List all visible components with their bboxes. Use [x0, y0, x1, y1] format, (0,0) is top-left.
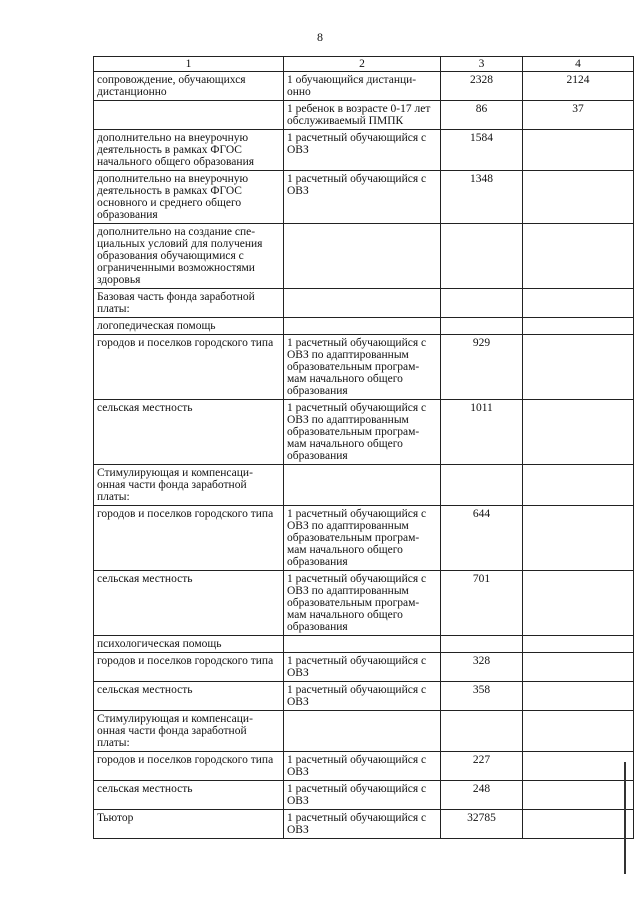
table-cell-col1: сельская местность — [94, 682, 284, 711]
table-row — [94, 571, 634, 636]
table-cell-col2 — [284, 224, 441, 289]
table-cell-col1: Базовая часть фонда заработной платы: — [94, 289, 284, 318]
table-row — [94, 711, 634, 752]
table-cell-col3: 1584 — [441, 130, 523, 171]
table-row — [94, 72, 634, 101]
table-cell-col4 — [523, 682, 634, 711]
table-cell-col2: 1 расчетный обучающийся с ОВЗ по адаптированным образовательным програм-мам начального общего образования — [284, 335, 441, 400]
table-cell-col4 — [523, 318, 634, 335]
table-cell-col3: 248 — [441, 781, 523, 810]
table-row — [94, 318, 634, 335]
table-cell-col3: 32785 — [441, 810, 523, 839]
table-cell-col2: 1 расчетный обучающийся с ОВЗ — [284, 171, 441, 224]
table-cell-col2 — [284, 318, 441, 335]
table-cell-col2: 1 расчетный обучающийся с ОВЗ — [284, 810, 441, 839]
table-row — [94, 810, 634, 839]
table-cell-col1: логопедическая помощь — [94, 318, 284, 335]
table-cell-col3: 1011 — [441, 400, 523, 465]
table-cell-col4 — [523, 810, 634, 839]
data-table — [93, 56, 634, 839]
table-cell-col3: 328 — [441, 653, 523, 682]
table-cell-col1: городов и поселков городского типа — [94, 653, 284, 682]
table-cell-col2: 1 расчетный обучающийся с ОВЗ — [284, 653, 441, 682]
table-cell-col3: 358 — [441, 682, 523, 711]
table-row — [94, 130, 634, 171]
table-cell-col2: 1 расчетный обучающийся с ОВЗ по адаптированным образовательным програм-мам начального общего образования — [284, 400, 441, 465]
table-cell-col3: 2328 — [441, 72, 523, 101]
table-cell-col1: Стимулирующая и компенсаци-онная части фонда заработной платы: — [94, 711, 284, 752]
table-row — [94, 636, 634, 653]
table-cell-col3 — [441, 318, 523, 335]
table-cell-col4 — [523, 506, 634, 571]
table-cell-col1: сопровождение, обучающихся дистанционно — [94, 72, 284, 101]
table-cell-col3: 86 — [441, 101, 523, 130]
table-cell-col3 — [441, 289, 523, 318]
table-cell-col4 — [523, 465, 634, 506]
table-cell-col2: 1 расчетный обучающийся с ОВЗ — [284, 130, 441, 171]
table-cell-col1: психологическая помощь — [94, 636, 284, 653]
table-row — [94, 781, 634, 810]
table-cell-col1: городов и поселков городского типа — [94, 335, 284, 400]
table-cell-col2 — [284, 289, 441, 318]
table-cell-col2 — [284, 711, 441, 752]
table-cell-col4: 37 — [523, 101, 634, 130]
table-cell-col1: Тьютор — [94, 810, 284, 839]
table-cell-col2: 1 расчетный обучающийся с ОВЗ по адаптированным образовательным програм-мам начального общего образования — [284, 506, 441, 571]
scan-edge-mark — [624, 762, 626, 874]
table-cell-col4: 2124 — [523, 72, 634, 101]
header-cell-3: 3 — [441, 57, 523, 72]
table-cell-col4 — [523, 335, 634, 400]
table-cell-col4 — [523, 752, 634, 781]
table-cell-col3: 701 — [441, 571, 523, 636]
table-cell-col4 — [523, 636, 634, 653]
table-row — [94, 335, 634, 400]
table-cell-col4 — [523, 224, 634, 289]
header-cell-4: 4 — [523, 57, 634, 72]
table-cell-col2 — [284, 636, 441, 653]
table-row — [94, 752, 634, 781]
table-cell-col4 — [523, 653, 634, 682]
table-cell-col4 — [523, 130, 634, 171]
table-cell-col1: дополнительно на внеурочную деятельность в рамках ФГОС начального общего образования — [94, 130, 284, 171]
table-cell-col2: 1 ребенок в возрасте 0-17 лет обслуживаемый ПМПК — [284, 101, 441, 130]
table-cell-col4 — [523, 711, 634, 752]
table-cell-col1: Стимулирующая и компенсаци-онная части фонда заработной платы: — [94, 465, 284, 506]
table-cell-col3: 227 — [441, 752, 523, 781]
table-cell-col2: 1 расчетный обучающийся с ОВЗ — [284, 752, 441, 781]
table-cell-col4 — [523, 781, 634, 810]
table-cell-col1 — [94, 101, 284, 130]
table-cell-col4 — [523, 400, 634, 465]
table-cell-col3 — [441, 636, 523, 653]
table-cell-col4 — [523, 571, 634, 636]
table-header-row — [94, 57, 634, 72]
table-cell-col3: 929 — [441, 335, 523, 400]
header-cell-1: 1 — [94, 57, 284, 72]
table-cell-col3 — [441, 711, 523, 752]
table-row — [94, 400, 634, 465]
table-cell-col4 — [523, 171, 634, 224]
page-number: 8 — [317, 30, 323, 44]
table-cell-col1: городов и поселков городского типа — [94, 506, 284, 571]
table-row — [94, 682, 634, 711]
table-row — [94, 289, 634, 318]
table-cell-col2 — [284, 465, 441, 506]
table-body — [94, 57, 634, 839]
table-cell-col1: дополнительно на внеурочную деятельность в рамках ФГОС основного и среднего общего образования — [94, 171, 284, 224]
table-cell-col4 — [523, 289, 634, 318]
table-cell-col2: 1 расчетный обучающийся с ОВЗ — [284, 682, 441, 711]
table-row — [94, 506, 634, 571]
table-cell-col1: сельская местность — [94, 571, 284, 636]
table-cell-col1: городов и поселков городского типа — [94, 752, 284, 781]
table-cell-col1: сельская местность — [94, 400, 284, 465]
table-row — [94, 224, 634, 289]
table-cell-col2: 1 обучающийся дистанци-онно — [284, 72, 441, 101]
table-cell-col2: 1 расчетный обучающийся с ОВЗ по адаптированным образовательным програм-мам начального общего образования — [284, 571, 441, 636]
table-cell-col3 — [441, 465, 523, 506]
table-cell-col2: 1 расчетный обучающийся с ОВЗ — [284, 781, 441, 810]
table-cell-col3: 644 — [441, 506, 523, 571]
table-row — [94, 465, 634, 506]
table-row — [94, 171, 634, 224]
table-cell-col3: 1348 — [441, 171, 523, 224]
header-cell-2: 2 — [284, 57, 441, 72]
table-row — [94, 101, 634, 130]
table-cell-col1: сельская местность — [94, 781, 284, 810]
table-cell-col3 — [441, 224, 523, 289]
table-cell-col1: дополнительно на создание спе-циальных условий для получения образования обучающимися с ограниченными возможностями здоровья — [94, 224, 284, 289]
table-row — [94, 653, 634, 682]
